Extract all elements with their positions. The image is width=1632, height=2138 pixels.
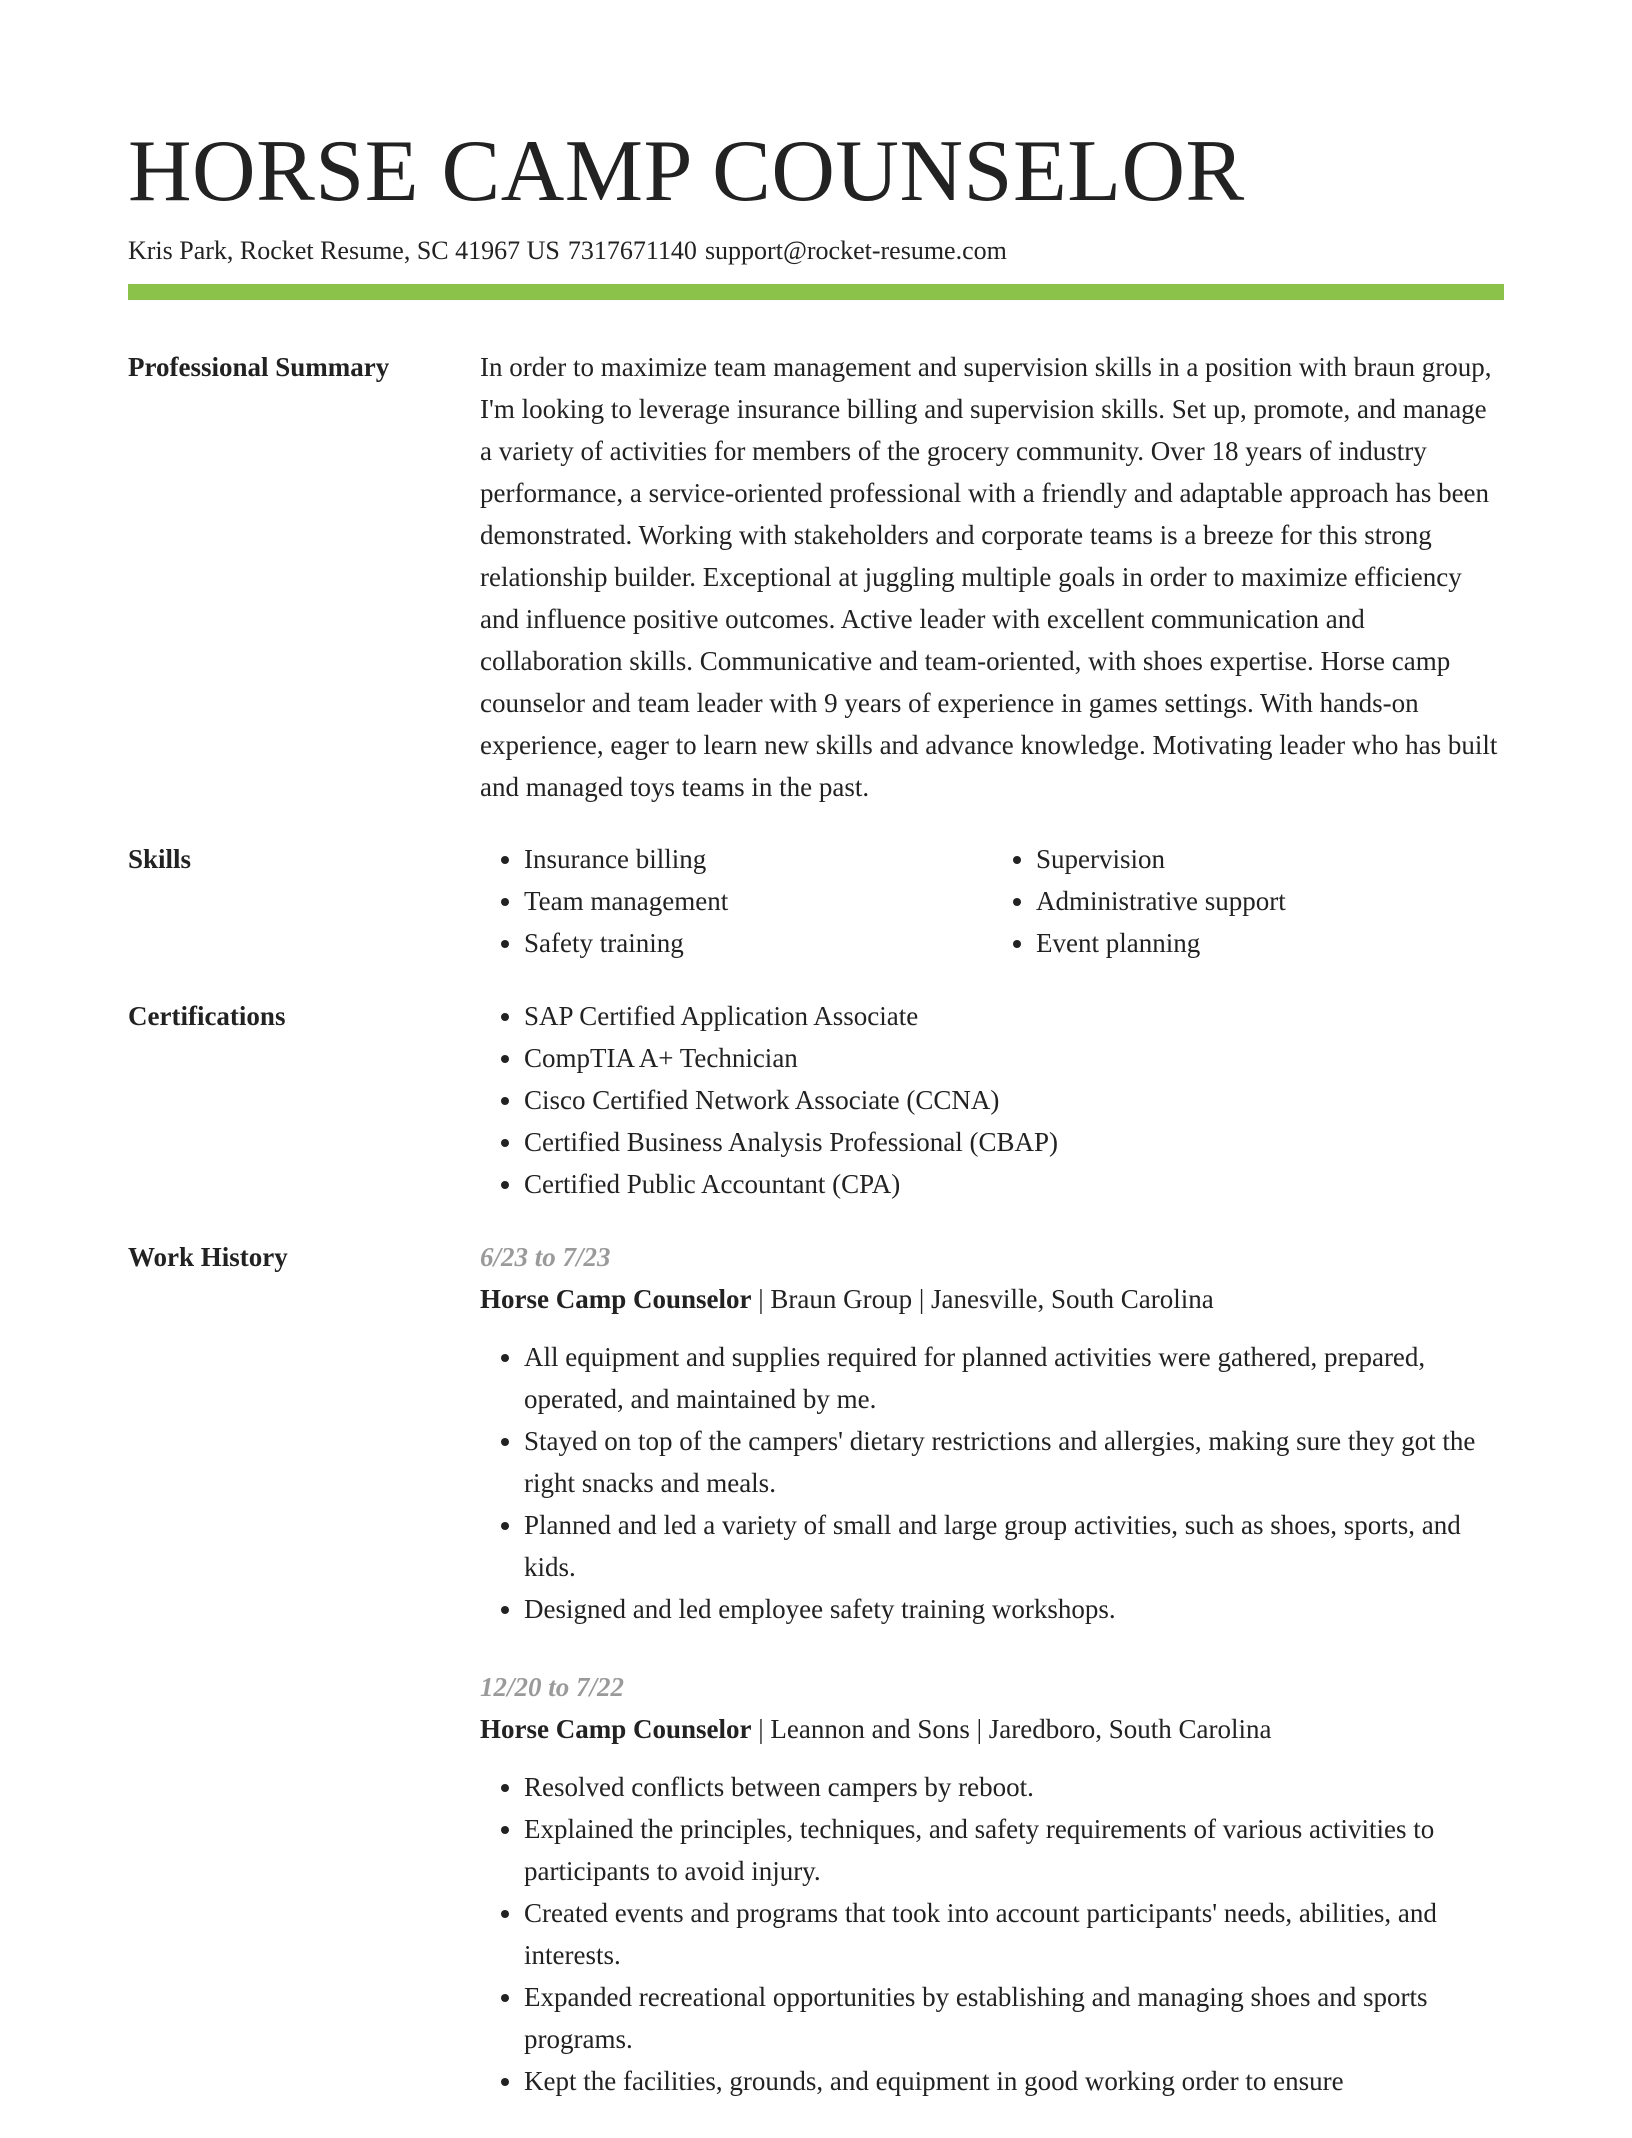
certification-item: • SAP Certified Application Associate (524, 995, 1504, 1037)
skills-heading: Skills (128, 844, 192, 874)
summary-heading: Professional Summary (128, 352, 390, 382)
job-bullet: • Designed and led employee safety training workshops. (524, 1588, 1504, 1630)
job-heading (480, 1278, 1504, 1320)
job-dates: 6/23 to 7/23 (480, 1242, 611, 1272)
job-bullet: • Explained the principles, techniques, and safety requirements of various activities to participants to avoid injury. (524, 1808, 1504, 1892)
skill-item: • Insurance billing (524, 838, 992, 880)
job-bullets (480, 1336, 1504, 1630)
job-dates: 12/20 to 7/22 (480, 1672, 625, 1702)
certifications-list (480, 995, 1504, 1205)
page-title: HORSE CAMP COUNSELOR (128, 123, 1245, 220)
skills-list-right (992, 838, 1504, 964)
certification-item: • Cisco Certified Network Associate (CCNA) (524, 1079, 1504, 1121)
job-bullet: • Created events and programs that took into account participants' needs, abilities, and interests. (524, 1892, 1504, 1976)
certification-item: • CompTIA A+ Technician (524, 1037, 1504, 1079)
resume-header (128, 120, 1504, 300)
contact-phone: 7317671140 (567, 236, 697, 265)
job-bullet: • All equipment and supplies required for planned activities were gathered, prepared, operated, and maintained by me. (524, 1336, 1504, 1420)
skills-list-left (480, 838, 992, 964)
contact-name-address: Kris Park, Rocket Resume, SC 41967 US (128, 236, 560, 265)
certification-item: • Certified Public Accountant (CPA) (524, 1163, 1504, 1205)
contact-email: support@rocket-resume.com (704, 236, 1007, 265)
job-entry (480, 1666, 1504, 2102)
skill-item: • Event planning (1036, 922, 1504, 964)
certification-item: • Certified Business Analysis Professional (CBAP) (524, 1121, 1504, 1163)
certifications-heading: Certifications (128, 1001, 286, 1031)
job-entry (480, 1236, 1504, 1630)
skill-item: • Team management (524, 880, 992, 922)
work-history-body (480, 1236, 1504, 2138)
work-history-heading: Work History (128, 1242, 288, 1272)
job-bullet: • Planned and led a variety of small and large group activities, such as shoes, sports, and kids. (524, 1504, 1504, 1588)
certifications-body (480, 995, 1504, 1205)
skill-item: • Administrative support (1036, 880, 1504, 922)
job-bullets (480, 1766, 1504, 2102)
job-details: | Braun Group | Janesville, South Carolina (751, 1284, 1214, 1314)
job-title: Horse Camp Counselor (480, 1714, 752, 1744)
job-title: Horse Camp Counselor (480, 1284, 752, 1314)
skill-item: • Safety training (524, 922, 992, 964)
accent-divider (128, 284, 1504, 300)
job-bullet: • Expanded recreational opportunities by establishing and managing shoes and sports programs. (524, 1976, 1504, 2060)
summary-text: In order to maximize team management and supervision skills in a position with braun group, I'm looking to leverage insurance billing and supervision skills. Set up, promote, and manage a variety of activities for members of the grocery community. Over 18 years of industry performance, a service-oriented professional with a friendly and adaptable approach has been demonstrated. Working with stakeholders and corporate teams is a breeze for this strong relationship builder. Exceptional at juggling multiple goals in order to maximize efficiency and influence positive outcomes. Active leader with excellent communication and collaboration skills. Communicative and team-oriented, with shoes expertise. Horse camp counselor and team leader with 9 years of experience in games settings. With hands-on experience, eager to learn new skills and advance knowledge. Motivating leader who has built and managed toys teams in the past. (480, 352, 1498, 802)
contact-line (128, 234, 1504, 268)
skill-item: • Supervision (1036, 838, 1504, 880)
job-bullet: • Resolved conflicts between campers by reboot. (524, 1766, 1504, 1808)
summary-body (480, 346, 1504, 808)
skills-body (480, 838, 1504, 964)
job-bullet: • Stayed on top of the campers' dietary restrictions and allergies, making sure they got the right snacks and meals. (524, 1420, 1504, 1504)
job-details: | Leannon and Sons | Jaredboro, South Carolina (751, 1714, 1272, 1744)
job-bullet: • Kept the facilities, grounds, and equipment in good working order to ensure (524, 2060, 1504, 2102)
job-heading (480, 1708, 1504, 1750)
